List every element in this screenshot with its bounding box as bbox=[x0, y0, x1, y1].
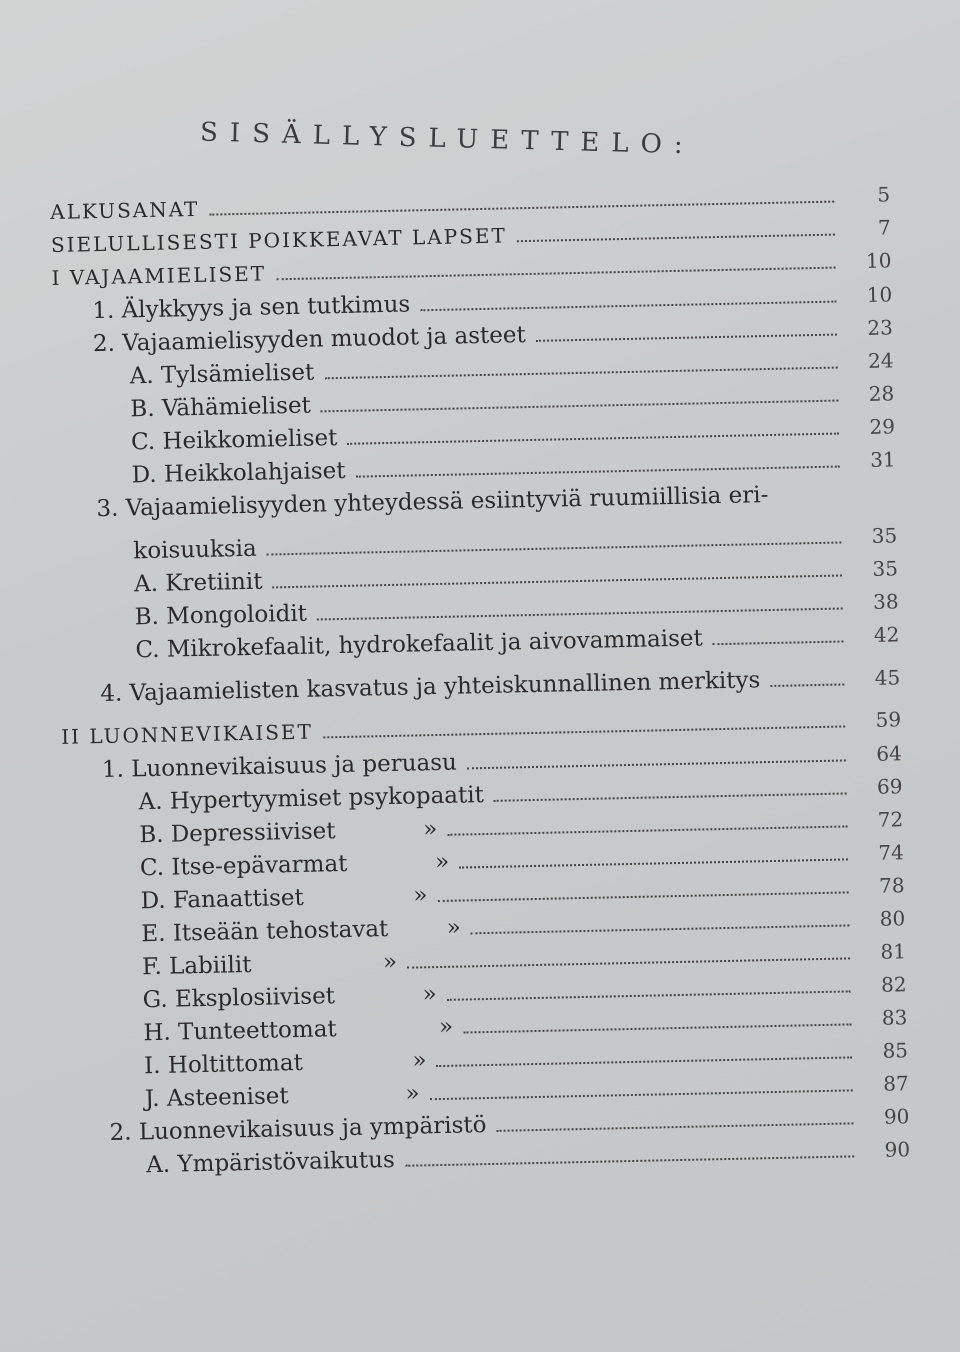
dot-leader bbox=[536, 334, 837, 342]
dot-leader bbox=[420, 301, 836, 312]
dot-leader bbox=[467, 759, 846, 769]
toc-entry-label: D. Heikkolahjaiset bbox=[131, 457, 346, 489]
toc-entry-page: 29 bbox=[869, 414, 896, 439]
toc-entry-page: 35 bbox=[871, 523, 898, 548]
dot-leader bbox=[494, 792, 847, 801]
toc-entry-label: C. Mikrokefaalit, hydrokefaalit ja aivovammaiset bbox=[135, 625, 703, 664]
dot-leader bbox=[347, 433, 839, 445]
toc-entry-page: 28 bbox=[868, 381, 895, 406]
dot-leader bbox=[405, 1155, 854, 1166]
toc-entry-page: 80 bbox=[879, 906, 906, 931]
toc-entry-page: 10 bbox=[866, 282, 893, 307]
dot-leader bbox=[407, 957, 850, 968]
page-title: SISÄLLYSLUETTELO: bbox=[199, 117, 696, 161]
toc-entry-page: 69 bbox=[876, 774, 903, 799]
toc-entry-label: I. Holtittomat » bbox=[143, 1047, 427, 1080]
toc-entry-label: II LUONNEVIKAISET bbox=[60, 719, 314, 749]
toc-entry-label: C. Heikkomieliset bbox=[130, 425, 338, 456]
dot-leader bbox=[517, 234, 835, 243]
dot-leader bbox=[276, 267, 835, 281]
toc-entry-label: 3. Vajaamielisyyden yhteydessä esiintyviä ruumiillisia eri- bbox=[96, 482, 769, 523]
toc-entry-label: 2. Vajaamielisyyden muodot ja asteet bbox=[92, 322, 526, 358]
toc-entry-page: 59 bbox=[875, 707, 902, 732]
toc-entry-label: F. Labiilit » bbox=[141, 948, 398, 981]
table-of-contents bbox=[50, 182, 910, 1186]
toc-entry-label: I VAJAAMIELISET bbox=[51, 261, 267, 290]
toc-entry-page bbox=[769, 501, 815, 502]
toc-entry-label: ALKUSANAT bbox=[50, 196, 200, 224]
dot-leader bbox=[323, 725, 845, 738]
dot-leader bbox=[471, 924, 849, 934]
toc-entry-label: E. Itseään tehostavat » bbox=[141, 914, 462, 948]
toc-entry-page: 72 bbox=[877, 807, 904, 832]
dot-leader bbox=[356, 466, 840, 478]
toc-entry-label: G. Eksplosiiviset » bbox=[142, 981, 437, 1014]
toc-entry-label: A. Hypertyymiset psykopaatit bbox=[138, 782, 485, 816]
toc-entry-page: 7 bbox=[877, 215, 892, 240]
toc-entry-page: 74 bbox=[878, 840, 905, 865]
dot-leader bbox=[770, 683, 844, 687]
toc-entry-label: SIELULLISESTI POIKKEAVAT LAPSET bbox=[50, 223, 508, 257]
toc-entry-label: A. Tylsämieliset bbox=[129, 359, 315, 390]
dot-leader bbox=[430, 1089, 853, 1100]
toc-entry-label: B. Vähämieliset bbox=[130, 392, 312, 423]
dot-leader bbox=[317, 607, 843, 620]
toc-entry-label: koisuuksia bbox=[133, 535, 258, 565]
dot-leader bbox=[497, 1122, 854, 1131]
dot-leader bbox=[321, 400, 839, 413]
toc-entry-page: 83 bbox=[881, 1005, 908, 1030]
toc-entry-page: 42 bbox=[873, 622, 900, 647]
toc-entry-page: 64 bbox=[876, 741, 903, 766]
toc-entry-label: 4. Vajaamielisten kasvatus ja yhteiskunnallinen merkitys bbox=[100, 667, 761, 708]
toc-entry-page: 5 bbox=[877, 182, 891, 207]
toc-entry-label: 2. Luonnevikaisuus ja ympäristö bbox=[109, 1112, 487, 1146]
toc-entry-label: C. Itse-epävarmat » bbox=[139, 848, 450, 882]
dot-leader bbox=[273, 574, 843, 588]
dot-leader bbox=[447, 825, 847, 835]
dot-leader bbox=[447, 990, 851, 1000]
toc-entry-page: 23 bbox=[867, 315, 894, 340]
toc-entry-page: 87 bbox=[882, 1071, 909, 1096]
toc-entry-page: 35 bbox=[872, 556, 899, 581]
toc-entry-page: 90 bbox=[884, 1137, 911, 1162]
toc-entry-page: 10 bbox=[865, 248, 892, 273]
dot-leader bbox=[713, 640, 844, 645]
toc-entry-page: 82 bbox=[880, 972, 907, 997]
toc-entry-label: B. Mongoloidit bbox=[134, 600, 308, 631]
toc-entry-label: J. Asteeniset » bbox=[144, 1080, 420, 1113]
toc-entry-label: B. Depressiiviset » bbox=[139, 816, 438, 849]
toc-entry-label: A. Kretiinit bbox=[133, 568, 263, 598]
dot-leader bbox=[209, 201, 834, 216]
toc-entry-page: 90 bbox=[883, 1104, 910, 1129]
dot-leader bbox=[463, 1023, 851, 1033]
toc-entry-page: 85 bbox=[882, 1038, 909, 1063]
dot-leader bbox=[267, 542, 842, 556]
toc-entry-page: 38 bbox=[872, 589, 899, 614]
toc-entry-page: 45 bbox=[874, 665, 901, 690]
toc-entry-page: 24 bbox=[867, 348, 894, 373]
toc-entry-label: 1. Luonnevikaisuus ja peruasu bbox=[101, 749, 458, 784]
dot-leader bbox=[438, 891, 849, 902]
toc-entry-page: 31 bbox=[869, 447, 896, 472]
dot-leader bbox=[324, 367, 837, 380]
dot-leader bbox=[459, 858, 848, 868]
toc-entry-label: D. Fanaattiset » bbox=[140, 882, 428, 915]
toc-entry-page: 81 bbox=[880, 939, 907, 964]
toc-entry-label: H. Tunteettomat » bbox=[143, 1013, 454, 1047]
toc-entry-page: 78 bbox=[878, 873, 905, 898]
toc-entry-label: A. Ympäristövaikutus bbox=[145, 1146, 396, 1179]
toc-entry-label: 1. Älykkyys ja sen tutkimus bbox=[92, 291, 411, 325]
dot-leader bbox=[437, 1056, 853, 1067]
